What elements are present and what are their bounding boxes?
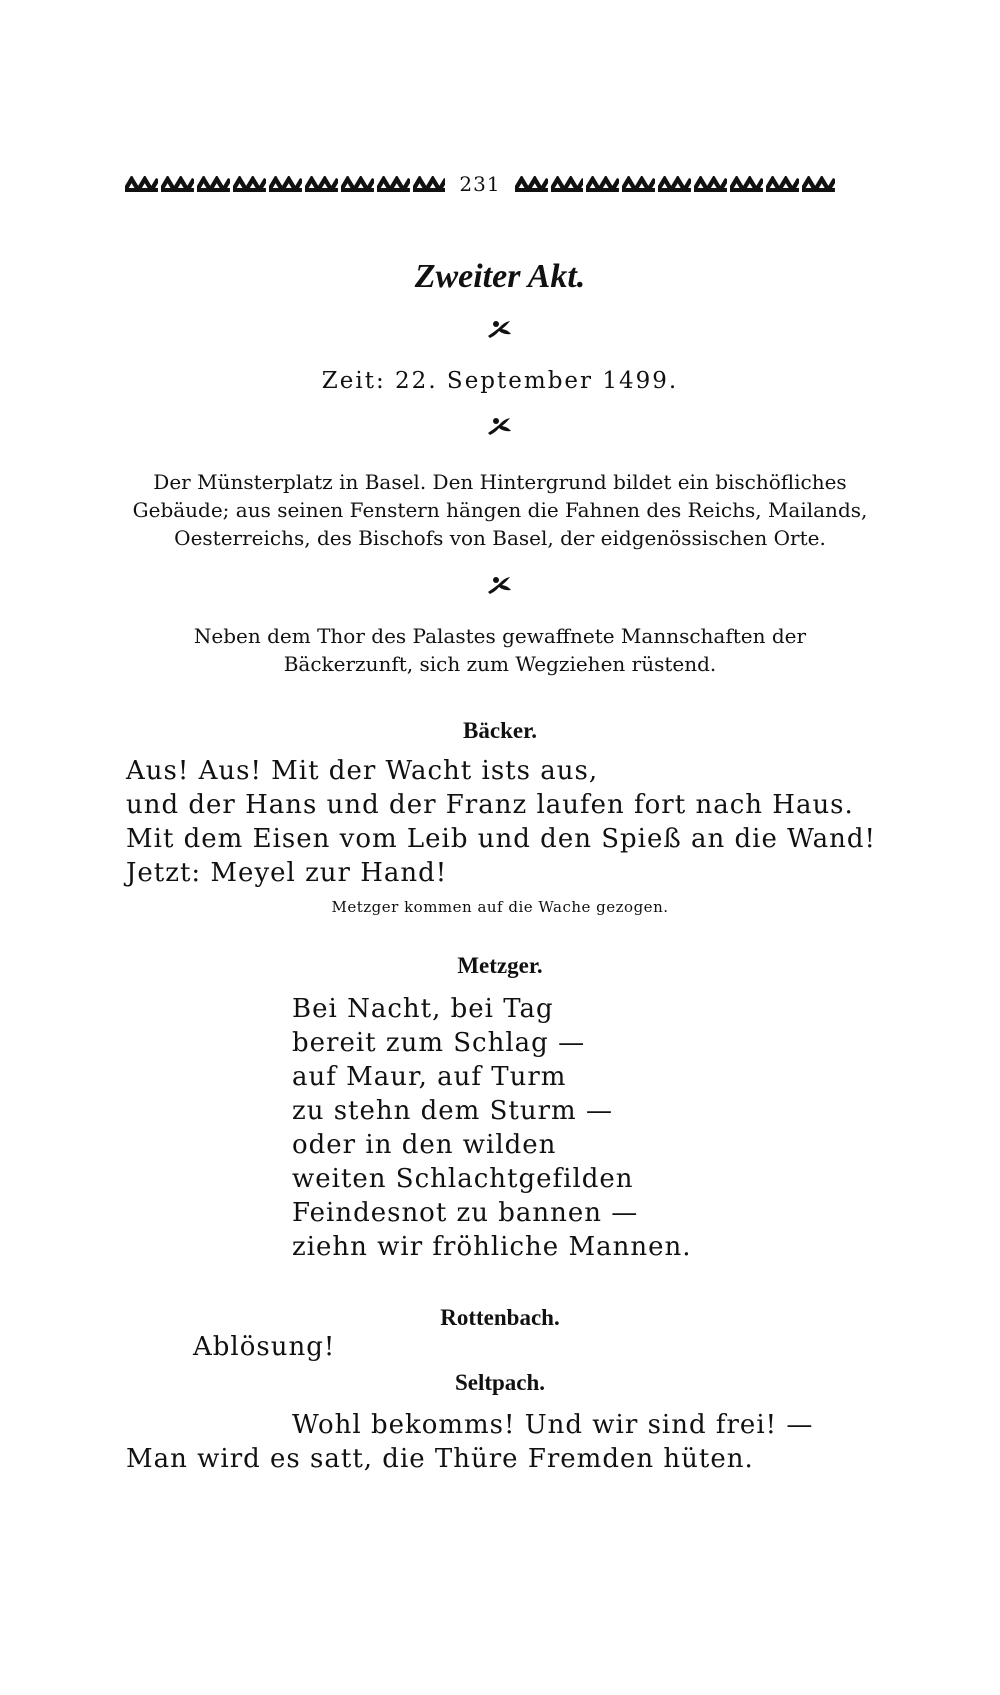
verse-line: auf Maur, auf Turm xyxy=(292,1062,567,1092)
verse-line: Man wird es satt, die Thüre Fremden hüten. xyxy=(126,1444,754,1474)
verse-line: Ablösung! xyxy=(193,1332,336,1362)
verse-line: und der Hans und der Franz laufen fort nach Haus. xyxy=(126,790,854,820)
stage-setting-line: Der Münsterplatz in Basel. Den Hintergrund bildet ein bischöfliches xyxy=(153,470,847,494)
fleuron-icon xyxy=(484,574,514,596)
verse-seltpach xyxy=(126,1408,813,1476)
verse-line: Mit dem Eisen vom Leib und den Spieß an die Wand! xyxy=(126,824,876,854)
verse-line: ziehn wir fröhliche Mannen. xyxy=(292,1232,692,1262)
verse-metzger xyxy=(292,992,691,1264)
verse-line: Bei Nacht, bei Tag xyxy=(292,994,554,1024)
interlace-ornament-icon xyxy=(515,176,835,192)
verse-line: weiten Schlachtgefilden xyxy=(292,1164,634,1194)
speaker-seltpach: Seltpach. xyxy=(454,1370,546,1395)
stage-note: Metzger kommen auf die Wache gezogen. xyxy=(331,898,669,916)
running-header xyxy=(125,170,835,198)
verse-line: oder in den wilden xyxy=(292,1130,557,1160)
fleuron-icon xyxy=(484,415,514,437)
verse-line: Feindesnot zu bannen — xyxy=(292,1198,639,1228)
stage-setting xyxy=(120,468,880,552)
page-number: 231 xyxy=(459,172,501,196)
stage-setting-line: Gebäude; aus seinen Fenstern hängen die Fahnen des Reichs, Mailands, xyxy=(132,498,868,522)
speaker-metzger: Metzger. xyxy=(457,953,543,978)
speaker-baecker: Bäcker. xyxy=(463,718,537,743)
stage-setting-line: Oesterreichs, des Bischofs von Basel, der eidgenössischen Orte. xyxy=(174,526,826,550)
speaker-rottenbach: Rottenbach. xyxy=(440,1305,560,1330)
stage-direction xyxy=(120,622,880,678)
time-line: Zeit: 22. September 1499. xyxy=(321,368,679,394)
verse-rottenbach xyxy=(193,1330,335,1364)
verse-baecker xyxy=(126,754,876,890)
stage-direction-line: Neben dem Thor des Palastes gewaffnete Mannschaften der xyxy=(193,624,807,648)
act-title: Zweiter Akt. xyxy=(414,258,586,295)
verse-line: Jetzt: Meyel zur Hand! xyxy=(126,858,448,888)
verse-line: Aus! Aus! Mit der Wacht ists aus, xyxy=(126,756,599,786)
verse-line: Wohl bekomms! Und wir sind frei! — xyxy=(292,1410,814,1440)
interlace-ornament-icon xyxy=(125,176,445,192)
fleuron-icon xyxy=(484,318,514,340)
verse-line: zu stehn dem Sturm — xyxy=(292,1096,613,1126)
stage-direction-line: Bäckerzunft, sich zum Wegziehen rüstend. xyxy=(283,652,717,676)
verse-line: bereit zum Schlag — xyxy=(292,1028,586,1058)
